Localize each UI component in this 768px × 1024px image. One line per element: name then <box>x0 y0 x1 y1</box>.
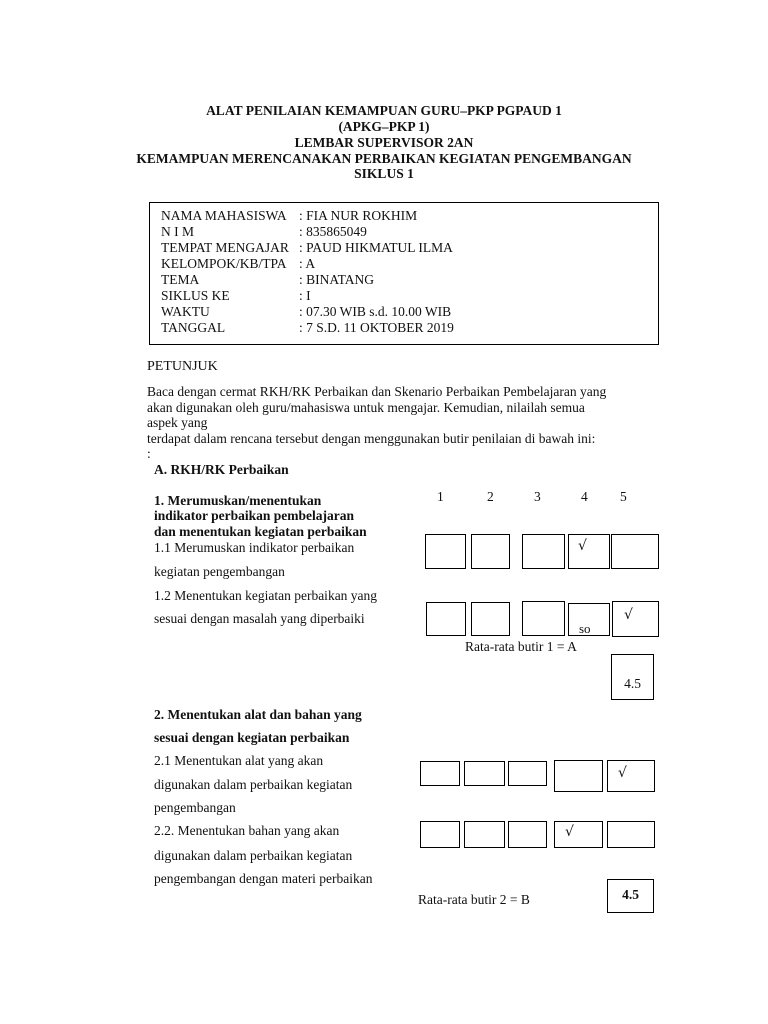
stray-mark: so <box>579 621 591 636</box>
score-box[interactable] <box>464 821 505 848</box>
score-box[interactable] <box>508 821 547 848</box>
score-box[interactable] <box>420 821 460 848</box>
item-1-2-text: sesuai dengan masalah yang diperbaiki <box>154 611 365 626</box>
item-2-title: sesuai dengan kegiatan perbaikan <box>154 730 350 745</box>
identity-value: : 07.30 WIB s.d. 10.00 WIB <box>299 304 452 319</box>
score-box[interactable] <box>607 821 655 848</box>
score-box[interactable] <box>611 534 659 569</box>
scale-number: 3 <box>534 489 541 504</box>
score-box[interactable] <box>522 601 565 636</box>
identity-value: : FIA NUR ROKHIM <box>299 208 418 223</box>
identity-label: WAKTU <box>161 304 210 319</box>
item-1-1-text: kegiatan pengembangan <box>154 564 285 579</box>
item-1-average-box <box>611 654 654 700</box>
item-1-title: indikator perbaikan pembelajaran <box>154 508 355 523</box>
score-box[interactable] <box>464 761 505 786</box>
score-box[interactable] <box>426 602 466 636</box>
identity-label: NAMA MAHASISWA <box>161 208 287 223</box>
identity-label: TEMPAT MENGAJAR <box>161 240 289 255</box>
item-1-1-text: 1.1 Merumuskan indikator perbaikan <box>154 540 355 555</box>
identity-value: : I <box>299 288 311 303</box>
item-1-2-text: 1.2 Menentukan kegiatan perbaikan yang <box>154 588 378 603</box>
score-box[interactable] <box>471 534 510 569</box>
header-line-3: LEMBAR SUPERVISOR 2AN <box>294 135 474 150</box>
checkmark-icon: √ <box>618 765 627 781</box>
instructions-heading: PETUNJUK <box>147 359 218 374</box>
score-box[interactable] <box>612 601 659 637</box>
instructions-line-3: aspek yang <box>147 415 208 430</box>
identity-label: SIKLUS KE <box>161 288 230 303</box>
identity-value: : BINATANG <box>299 272 375 287</box>
score-box[interactable] <box>554 760 603 792</box>
header-line-5: SIKLUS 1 <box>354 166 414 181</box>
instructions-line-5: : <box>147 446 151 461</box>
item-2-2-text: digunakan dalam perbaikan kegiatan <box>154 848 353 863</box>
item-2-average-box <box>607 879 654 913</box>
identity-value: : 835865049 <box>299 224 367 239</box>
section-a-title: A. RKH/RK Perbaikan <box>154 462 289 477</box>
item-2-1-text: pengembangan <box>154 800 236 815</box>
scale-number: 2 <box>487 489 494 504</box>
header-line-1: ALAT PENILAIAN KEMAMPUAN GURU–PKP PGPAUD 1 <box>206 103 562 118</box>
scale-number: 4 <box>581 489 588 504</box>
score-box[interactable] <box>568 534 610 569</box>
item-2-average-label: Rata-rata butir 2 = B <box>418 892 530 907</box>
checkmark-icon: √ <box>578 538 587 554</box>
item-1-title: dan menentukan kegiatan perbaikan <box>154 524 367 539</box>
score-box[interactable] <box>425 534 466 569</box>
item-2-1-text: digunakan dalam perbaikan kegiatan <box>154 777 353 792</box>
instructions-line-2: akan digunakan oleh guru/mahasiswa untuk mengajar. Kemudian, nilailah semua <box>147 400 585 415</box>
score-box[interactable] <box>607 760 655 792</box>
identity-label: KELOMPOK/KB/TPA <box>161 256 287 271</box>
item-1-title: 1. Merumuskan/menentukan <box>154 493 322 508</box>
identity-label: N I M <box>161 224 194 239</box>
score-box[interactable] <box>420 761 460 786</box>
checkmark-icon: √ <box>565 824 574 840</box>
scale-number: 1 <box>437 489 444 504</box>
item-2-2-text: pengembangan dengan materi perbaikan <box>154 871 373 886</box>
item-2-average-value: 4.5 <box>622 887 639 902</box>
item-2-2-text: 2.2. Menentukan bahan yang akan <box>154 823 340 838</box>
instructions-line-4: terdapat dalam rencana tersebut dengan menggunakan butir penilaian di bawah ini: <box>147 431 596 446</box>
score-box[interactable] <box>568 603 610 636</box>
item-2-1-text: 2.1 Menentukan alat yang akan <box>154 753 324 768</box>
header-line-4: KEMAMPUAN MERENCANAKAN PERBAIKAN KEGIATAN PENGEMBANGAN <box>136 151 632 166</box>
header-line-2: (APKG–PKP 1) <box>338 119 430 134</box>
score-box[interactable] <box>554 821 603 848</box>
identity-value: : 7 S.D. 11 OKTOBER 2019 <box>299 320 454 335</box>
instructions-line-1: Baca dengan cermat RKH/RK Perbaikan dan Skenario Perbaikan Pembelajaran yang <box>147 384 607 399</box>
identity-value: : A <box>299 256 316 271</box>
score-box[interactable] <box>471 602 510 636</box>
identity-label: TANGGAL <box>161 320 226 335</box>
identity-value: : PAUD HIKMATUL ILMA <box>299 240 453 255</box>
checkmark-icon: √ <box>624 607 633 623</box>
item-1-average-value: 4.5 <box>624 676 641 691</box>
identity-label: TEMA <box>161 272 200 287</box>
item-1-average-label: Rata-rata butir 1 = A <box>465 639 577 654</box>
score-box[interactable] <box>508 761 547 786</box>
item-2-title: 2. Menentukan alat dan bahan yang <box>154 707 362 722</box>
score-box[interactable] <box>522 534 565 569</box>
scale-number: 5 <box>620 489 627 504</box>
